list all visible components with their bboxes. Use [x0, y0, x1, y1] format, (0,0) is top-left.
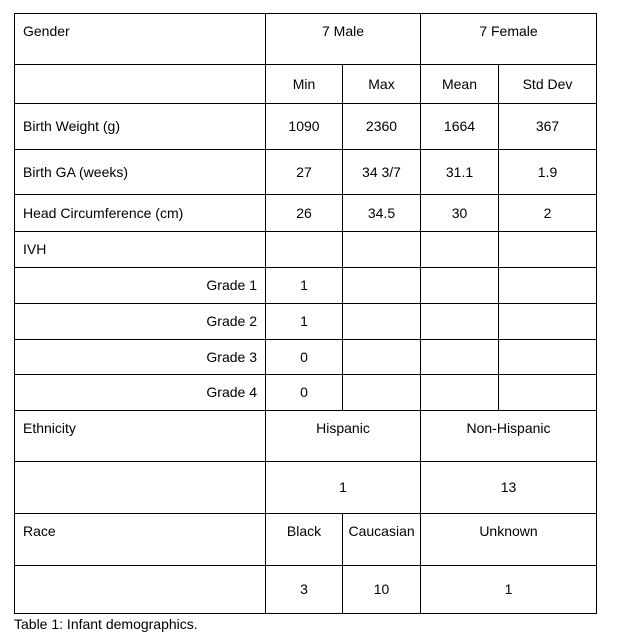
birth-weight-std-dev: 367	[499, 104, 597, 150]
caucasian-header	[343, 514, 421, 566]
birth-ga-label: Birth GA (weeks)	[15, 150, 266, 195]
ivh-grade-3-label: Grade 3	[15, 340, 266, 375]
caucasian-header-text: Caucasian	[348, 523, 415, 539]
female-count-header: 7 Female	[421, 14, 597, 65]
head-circumference-std-dev: 2	[499, 195, 597, 232]
head-circumference-mean: 30	[421, 195, 499, 232]
gender-row	[15, 14, 597, 65]
birth-ga-min: 27	[266, 150, 343, 195]
black-count: 3	[266, 566, 343, 614]
birth-weight-max: 2360	[343, 104, 421, 150]
ivh-grade-row	[15, 268, 597, 304]
std-dev-header: Std Dev	[499, 65, 597, 104]
ivh-grade-2-value: 1	[266, 304, 343, 340]
ivh-grade-3-value: 0	[266, 340, 343, 375]
birth-weight-label: Birth Weight (g)	[15, 104, 266, 150]
max-header: Max	[343, 65, 421, 104]
table-caption: Table 1: Infant demographics.	[14, 616, 198, 632]
empty-cell	[343, 340, 421, 375]
ivh-grade-row	[15, 375, 597, 411]
empty-cell	[343, 375, 421, 411]
unknown-count: 1	[421, 566, 597, 614]
gender-label: Gender	[15, 14, 266, 65]
stats-header-row	[15, 65, 597, 104]
birth-ga-std-dev: 1.9	[499, 150, 597, 195]
non-hispanic-count: 13	[421, 462, 597, 514]
male-count-header: 7 Male	[266, 14, 421, 65]
ethnicity-row	[15, 411, 597, 462]
ivh-grade-4-value: 0	[266, 375, 343, 411]
infant-demographics-table	[14, 13, 597, 614]
empty-cell	[499, 232, 597, 268]
empty-cell	[499, 304, 597, 340]
empty-cell	[343, 304, 421, 340]
empty-cell	[15, 566, 266, 614]
ivh-row	[15, 232, 597, 268]
ivh-label: IVH	[15, 232, 266, 268]
head-circumference-row	[15, 195, 597, 232]
birth-weight-row	[15, 104, 597, 150]
empty-cell	[15, 65, 266, 104]
black-header: Black	[266, 514, 343, 566]
caucasian-count: 10	[343, 566, 421, 614]
empty-cell	[421, 268, 499, 304]
empty-cell	[266, 232, 343, 268]
unknown-header: Unknown	[421, 514, 597, 566]
birth-ga-max: 34 3/7	[343, 150, 421, 195]
ethnicity-label: Ethnicity	[15, 411, 266, 462]
race-row	[15, 514, 597, 566]
race-count-row	[15, 566, 597, 614]
ivh-grade-row	[15, 340, 597, 375]
birth-weight-min: 1090	[266, 104, 343, 150]
min-header: Min	[266, 65, 343, 104]
hispanic-count: 1	[266, 462, 421, 514]
empty-cell	[343, 232, 421, 268]
empty-cell	[499, 375, 597, 411]
ethnicity-count-row	[15, 462, 597, 514]
non-hispanic-header: Non-Hispanic	[421, 411, 597, 462]
ivh-grade-4-label: Grade 4	[15, 375, 266, 411]
birth-ga-row	[15, 150, 597, 195]
empty-cell	[421, 375, 499, 411]
empty-cell	[421, 304, 499, 340]
empty-cell	[15, 462, 266, 514]
head-circumference-label: Head Circumference (cm)	[15, 195, 266, 232]
birth-weight-mean: 1664	[421, 104, 499, 150]
empty-cell	[499, 268, 597, 304]
empty-cell	[421, 340, 499, 375]
hispanic-header: Hispanic	[266, 411, 421, 462]
empty-cell	[421, 232, 499, 268]
ivh-grade-1-value: 1	[266, 268, 343, 304]
race-label: Race	[15, 514, 266, 566]
head-circumference-min: 26	[266, 195, 343, 232]
empty-cell	[499, 340, 597, 375]
birth-ga-mean: 31.1	[421, 150, 499, 195]
ivh-grade-2-label: Grade 2	[15, 304, 266, 340]
mean-header: Mean	[421, 65, 499, 104]
ivh-grade-1-label: Grade 1	[15, 268, 266, 304]
head-circumference-max: 34.5	[343, 195, 421, 232]
empty-cell	[343, 268, 421, 304]
ivh-grade-row	[15, 304, 597, 340]
